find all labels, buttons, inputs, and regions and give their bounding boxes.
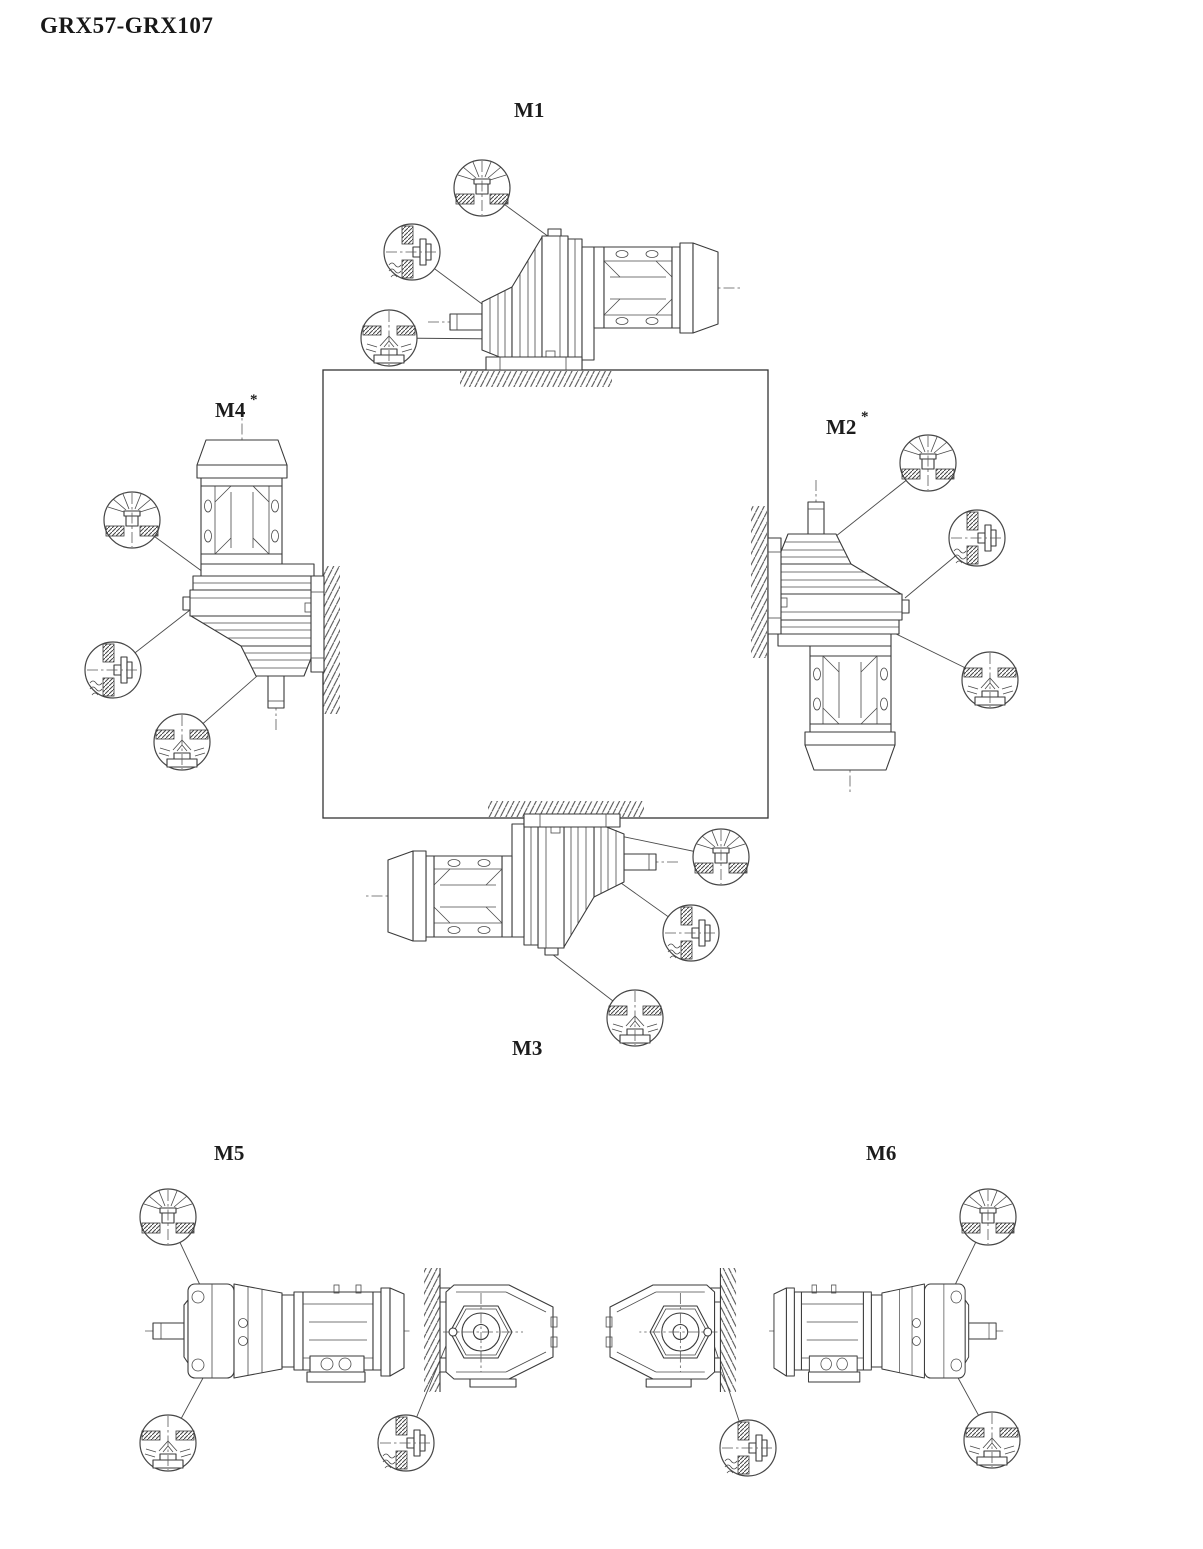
oil-level-plug-icon-m4 (85, 642, 141, 698)
position-label-m5: M5 (214, 1141, 245, 1165)
position-label-m6: M6 (866, 1141, 897, 1165)
position-mark-m2: * (861, 409, 869, 425)
oil-drain-plug-icon-m6 (964, 1412, 1020, 1468)
vent-plug-icon-m3 (693, 829, 749, 885)
oil-drain-plug-icon-m5 (140, 1415, 196, 1471)
oil-level-plug-icon-m5 (378, 1415, 434, 1471)
vent-plug-icon-m1 (454, 160, 510, 216)
oil-level-plug-icon-m6 (720, 1420, 776, 1476)
wall-hatch-m4 (323, 566, 340, 714)
oil-level-plug-icon-m3 (663, 905, 719, 961)
oil-level-plug-icon-m1 (384, 224, 440, 280)
vent-plug-icon-m5 (140, 1189, 196, 1245)
floor-hatch-m1 (460, 371, 612, 387)
page-title: GRX57-GRX107 (40, 13, 214, 38)
position-label-m1: M1 (514, 98, 545, 122)
vent-plug-icon-m6 (960, 1189, 1016, 1245)
oil-drain-plug-icon-m4 (154, 714, 210, 770)
vent-plug-icon-m2 (900, 435, 956, 491)
oil-drain-plug-icon-m2 (962, 652, 1018, 708)
position-label-m3: M3 (512, 1036, 543, 1060)
oil-drain-plug-icon-m3 (607, 990, 663, 1046)
position-label-m4: M4 (215, 398, 246, 422)
position-label-m2: M2 (826, 415, 857, 439)
oil-level-plug-icon-m2 (949, 510, 1005, 566)
wall-hatch-m2 (751, 506, 767, 658)
oil-drain-plug-icon-m1 (361, 310, 417, 366)
vent-plug-icon-m4 (104, 492, 160, 548)
position-mark-m4: * (250, 392, 258, 408)
